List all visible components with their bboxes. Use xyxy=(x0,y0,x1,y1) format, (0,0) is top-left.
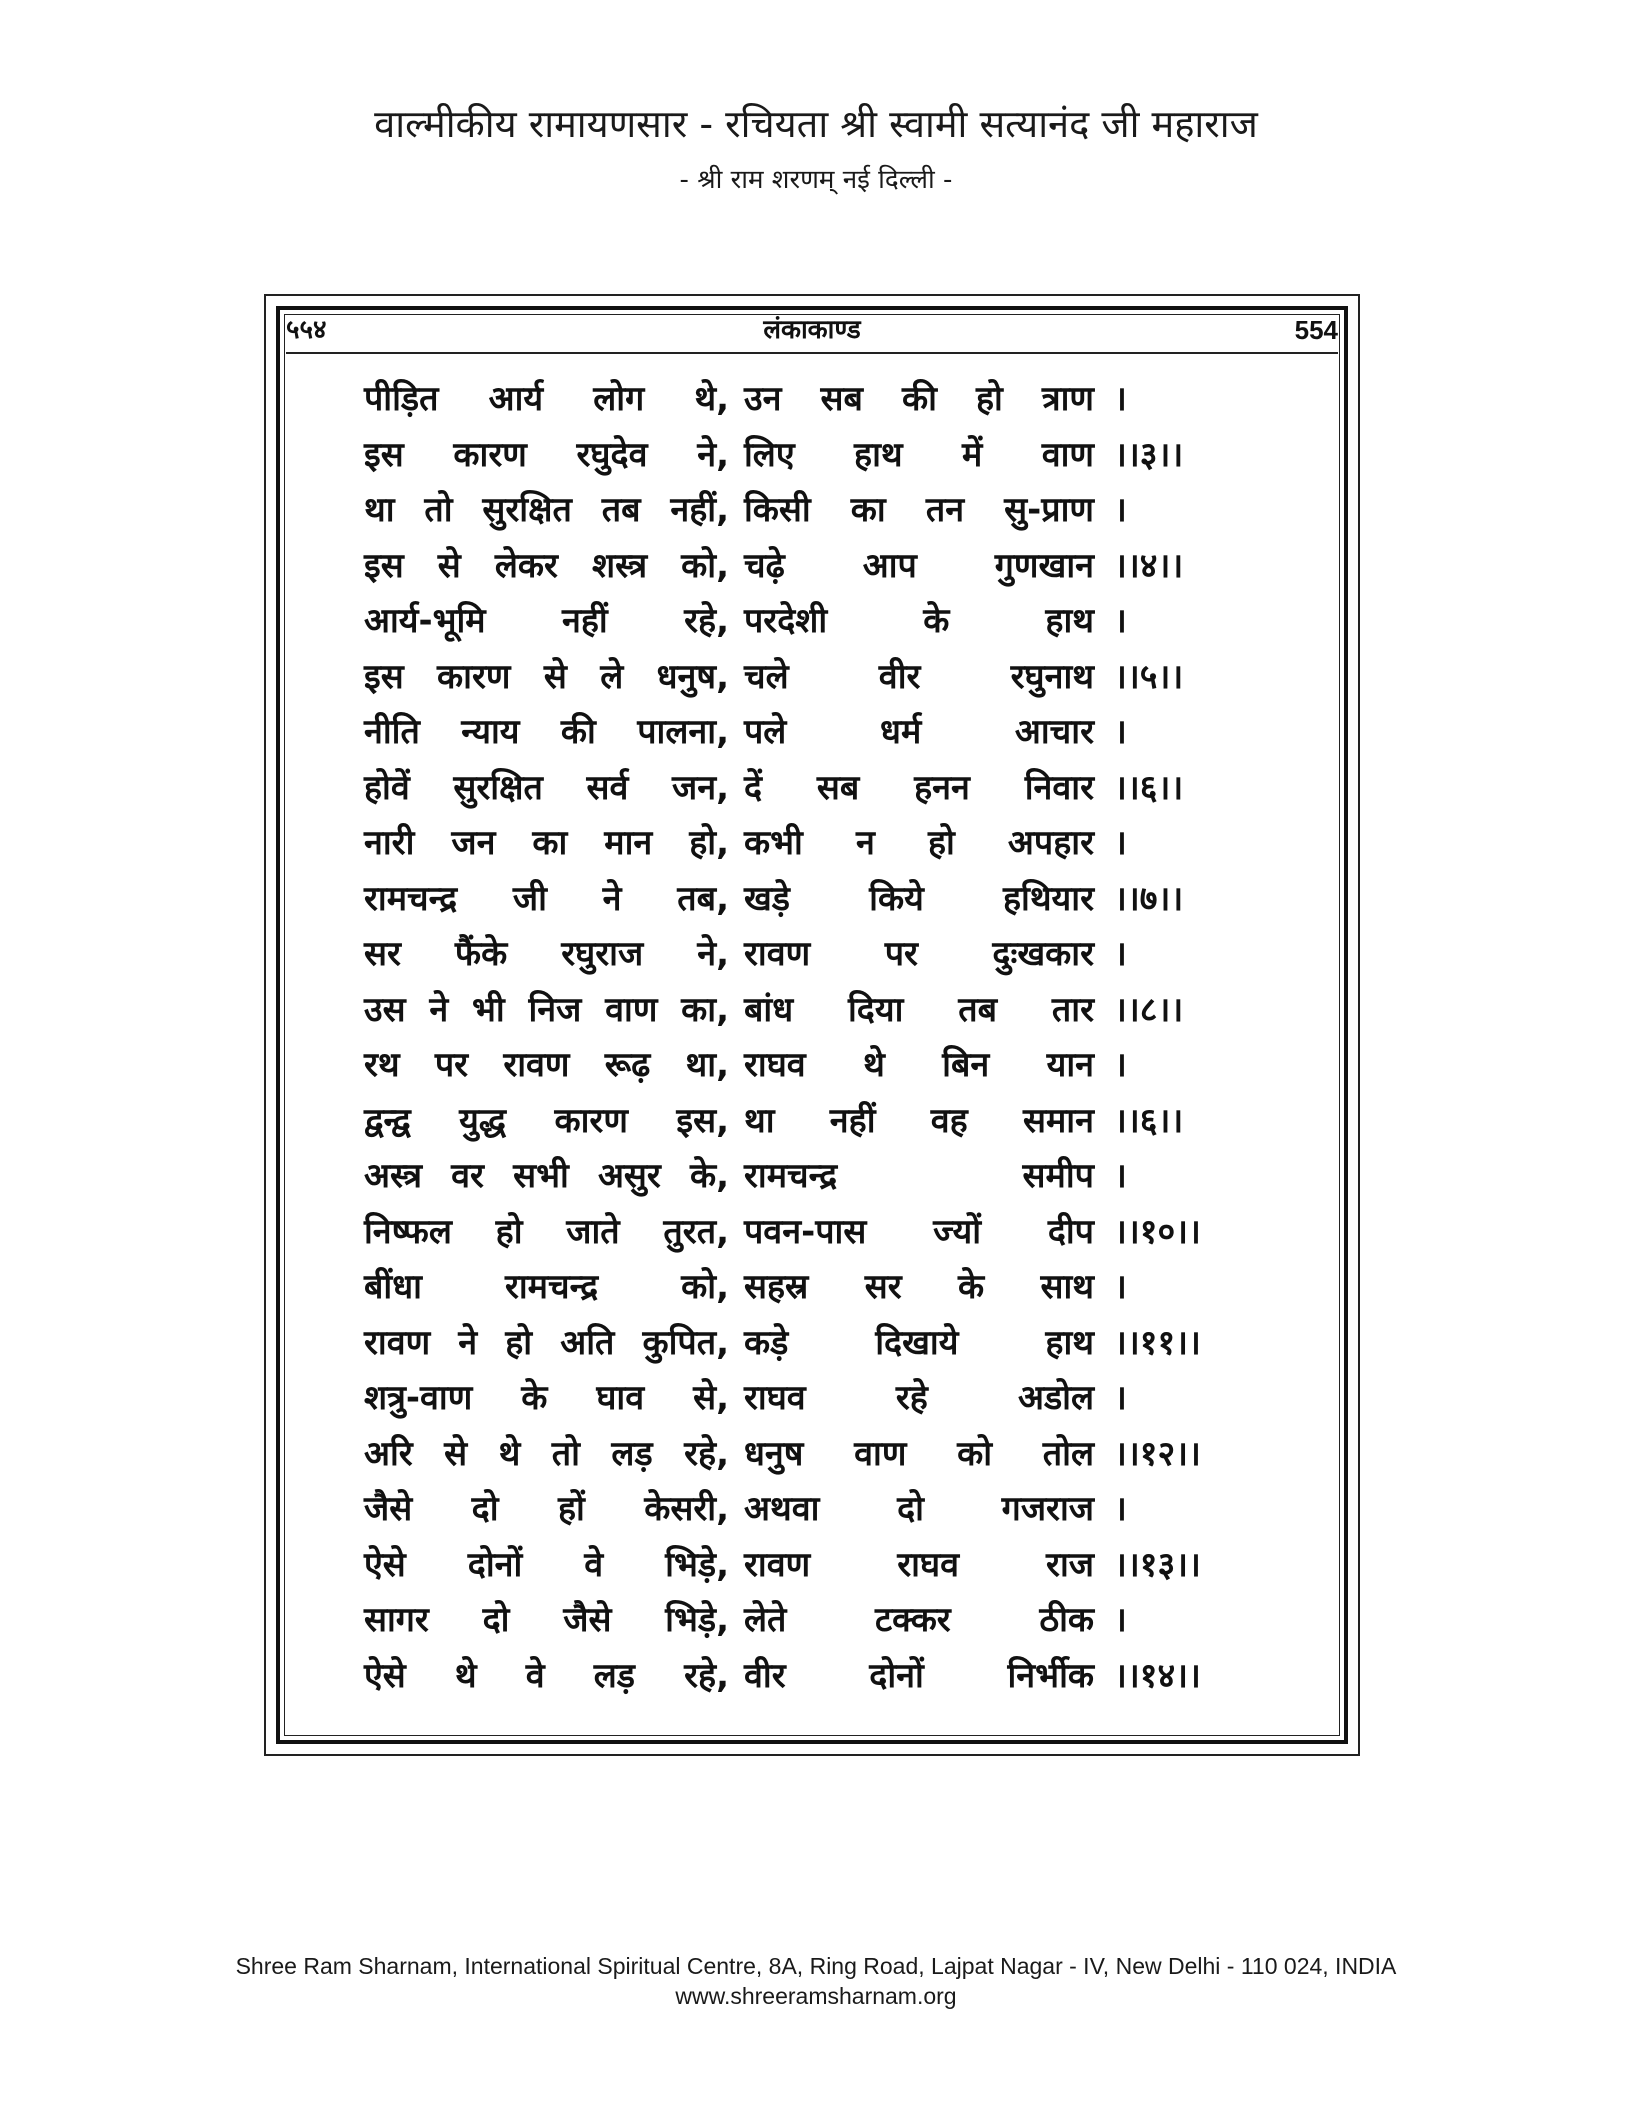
verse-first-half: ऐसे थे वे लड़ रहे, xyxy=(364,1655,729,1696)
verse-first-half: आर्य-भूमि नहीं रहे, xyxy=(364,601,729,641)
verse-marker: । xyxy=(1114,1045,1127,1085)
verse-first-half: रामचन्द्र जी ने तब, xyxy=(364,878,729,919)
verse-first-half: बींधा रामचन्द्र को, xyxy=(364,1267,729,1307)
verse-line xyxy=(364,1038,1264,1094)
verse-line xyxy=(364,1649,1264,1705)
verse-line xyxy=(364,1094,1264,1150)
verse-marker: ।।११।। xyxy=(1114,1322,1201,1363)
verse-marker: । xyxy=(1114,490,1127,530)
verse-first-half: इस से लेकर शस्त्र को, xyxy=(364,545,729,586)
verse-second-half: रामचन्द्र समीप xyxy=(744,1156,1094,1196)
verse-second-half: राघव रहे अडोल xyxy=(744,1378,1094,1418)
verse-marker: । xyxy=(1114,712,1127,752)
verse-second-half: रावण पर दुःखकार xyxy=(744,934,1094,974)
verse-second-half: बांध दिया तब तार xyxy=(744,989,1094,1030)
verse-first-half: होवें सुरक्षित सर्व जन, xyxy=(364,767,729,808)
verse-second-half: रावण राघव राज xyxy=(744,1544,1094,1585)
verse-second-half: कड़े दिखाये हाथ xyxy=(744,1322,1094,1363)
verse-line xyxy=(364,1260,1264,1316)
section-title: लंकाकाण्ड xyxy=(763,315,861,345)
verse-marker: ।।१३।। xyxy=(1114,1544,1201,1585)
verse-first-half: जैसे दो हों केसरी, xyxy=(364,1489,729,1529)
verse-first-half: रथ पर रावण रूढ़ था, xyxy=(364,1045,729,1085)
verse-second-half: खड़े किये हथियार xyxy=(744,878,1094,919)
verse-first-half: निष्फल हो जाते तुरत, xyxy=(364,1211,729,1252)
verse-line xyxy=(364,1371,1264,1427)
verse-first-half: था तो सुरक्षित तब नहीं, xyxy=(364,490,729,530)
verse-line xyxy=(364,539,1264,595)
page-header-row xyxy=(286,308,1338,354)
verse-first-half: उस ने भी निज वाण का, xyxy=(364,989,729,1030)
verse-line xyxy=(364,1316,1264,1372)
verse-line xyxy=(364,1427,1264,1483)
verse-first-half: रावण ने हो अति कुपित, xyxy=(364,1322,729,1363)
page-number-devanagari: ५५४ xyxy=(286,315,327,345)
verse-marker: ।।६।। xyxy=(1114,1100,1184,1141)
verse-marker: । xyxy=(1114,823,1127,863)
verse-second-half: राघव थे बिन यान xyxy=(744,1045,1094,1085)
verse-second-half: वीर दोनों निर्भीक xyxy=(744,1655,1094,1696)
verse-marker: ।।१४।। xyxy=(1114,1655,1201,1696)
verse-first-half: अस्त्र वर सभी असुर के, xyxy=(364,1156,729,1196)
verse-marker: । xyxy=(1114,601,1127,641)
verse-second-half: धनुष वाण को तोल xyxy=(744,1433,1094,1474)
verse-line xyxy=(364,594,1264,650)
verse-line xyxy=(364,483,1264,539)
verse-line xyxy=(364,650,1264,706)
verse-second-half: चले वीर रघुनाथ xyxy=(744,656,1094,697)
verse-marker: । xyxy=(1114,1378,1127,1418)
verse-marker: । xyxy=(1114,1267,1127,1307)
verse-second-half: परदेशी के हाथ xyxy=(744,601,1094,641)
page-frame xyxy=(264,294,1360,1756)
verse-second-half: दें सब हनन निवार xyxy=(744,767,1094,808)
verse-first-half: शत्रु-वाण के घाव से, xyxy=(364,1378,729,1418)
verse-first-half: इस कारण से ले धनुष, xyxy=(364,656,729,697)
verse-list xyxy=(364,372,1264,1704)
verse-line xyxy=(364,372,1264,428)
verse-first-half: नारी जन का मान हो, xyxy=(364,823,729,863)
verse-line xyxy=(364,1205,1264,1261)
verse-second-half: सहस्र सर के साथ xyxy=(744,1267,1094,1307)
verse-line xyxy=(364,872,1264,928)
verse-marker: ।।८।। xyxy=(1114,989,1184,1030)
verse-line xyxy=(364,1593,1264,1649)
verse-marker: ।।५।। xyxy=(1114,656,1184,697)
verse-marker: ।।१०।। xyxy=(1114,1211,1201,1252)
verse-line xyxy=(364,1149,1264,1205)
verse-marker: ।।६।। xyxy=(1114,767,1184,808)
verse-marker: । xyxy=(1114,379,1127,419)
verse-second-half: पवन-पास ज्यों दीप xyxy=(744,1211,1094,1252)
verse-line xyxy=(364,428,1264,484)
verse-line xyxy=(364,983,1264,1039)
verse-marker: । xyxy=(1114,1489,1127,1529)
verse-line xyxy=(364,761,1264,817)
verse-line xyxy=(364,1538,1264,1594)
verse-second-half: था नहीं वह समान xyxy=(744,1100,1094,1141)
verse-first-half: अरि से थे तो लड़ रहे, xyxy=(364,1433,729,1474)
verse-second-half: किसी का तन सु-प्राण xyxy=(744,490,1094,530)
verse-line xyxy=(364,705,1264,761)
footer-website: www.shreeramsharnam.org xyxy=(675,1983,957,2009)
verse-marker: । xyxy=(1114,1600,1127,1640)
verse-second-half: चढ़े आप गुणखान xyxy=(744,545,1094,586)
document-title: वाल्मीकीय रामायणसार - रचियता श्री स्वामी सत्यानंद जी महाराज xyxy=(374,102,1258,146)
verse-marker: ।।१२।। xyxy=(1114,1433,1201,1474)
verse-first-half: सागर दो जैसे भिड़े, xyxy=(364,1600,729,1640)
verse-first-half: नीति न्याय की पालना, xyxy=(364,712,729,752)
verse-first-half: पीड़ित आर्य लोग थे, xyxy=(364,379,729,419)
verse-second-half: अथवा दो गजराज xyxy=(744,1489,1094,1529)
verse-marker: । xyxy=(1114,1156,1127,1196)
document-subtitle: - श्री राम शरणम् नई दिल्ली - xyxy=(679,165,953,195)
footer-address: Shree Ram Sharnam, International Spiritual Centre, 8A, Ring Road, Lajpat Nagar - IV, New Delhi - 110 024, INDIA xyxy=(235,1953,1397,1979)
verse-second-half: लिए हाथ में वाण xyxy=(744,434,1094,475)
verse-second-half: पले धर्म आचार xyxy=(744,712,1094,752)
verse-second-half: उन सब की हो त्राण xyxy=(744,379,1094,419)
verse-first-half: द्वन्द्व युद्ध कारण इस, xyxy=(364,1100,729,1141)
verse-marker: ।।७।। xyxy=(1114,878,1184,919)
verse-line xyxy=(364,816,1264,872)
verse-line xyxy=(364,927,1264,983)
verse-marker: । xyxy=(1114,934,1127,974)
page-number: 554 xyxy=(1294,315,1338,345)
verse-second-half: लेते टक्कर ठीक xyxy=(744,1600,1094,1640)
verse-line xyxy=(364,1482,1264,1538)
verse-marker: ।।४।। xyxy=(1114,545,1184,586)
verse-second-half: कभी न हो अपहार xyxy=(744,823,1094,863)
verse-first-half: इस कारण रघुदेव ने, xyxy=(364,434,729,475)
verse-first-half: सर फैंके रघुराज ने, xyxy=(364,934,729,974)
verse-first-half: ऐसे दोनों वे भिड़े, xyxy=(364,1544,729,1585)
verse-marker: ।।३।। xyxy=(1114,434,1184,475)
